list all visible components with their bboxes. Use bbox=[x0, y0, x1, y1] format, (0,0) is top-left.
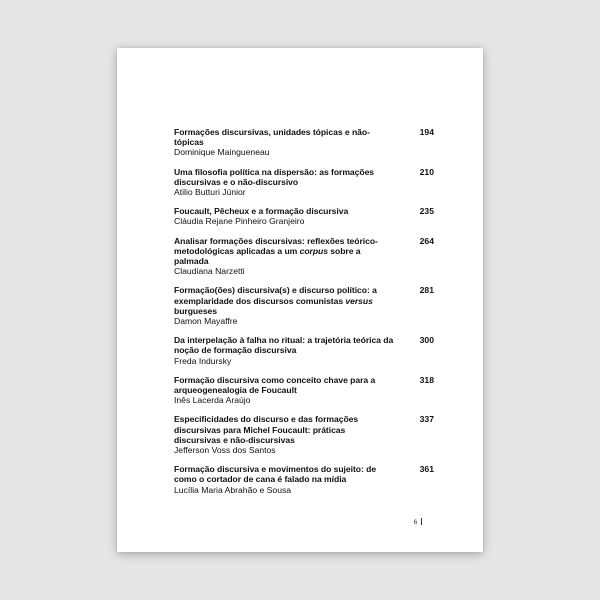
toc-entry-author: Claudiana Narzetti bbox=[174, 266, 245, 277]
toc-entry-author: Dominique Maingueneau bbox=[174, 147, 270, 158]
toc-entry bbox=[174, 206, 434, 226]
toc-entry-author: Lucília Maria Abrahão e Sousa bbox=[174, 484, 292, 495]
toc-entry-page: 194 bbox=[419, 127, 434, 137]
toc-entry-page: 361 bbox=[419, 464, 434, 475]
toc-entry-title bbox=[174, 236, 394, 267]
toc-entry bbox=[174, 375, 434, 406]
toc-entry-author: Jefferson Voss dos Santos bbox=[174, 445, 276, 456]
toc-entry-page: 318 bbox=[419, 374, 434, 385]
toc-entry bbox=[174, 236, 434, 277]
toc-entry bbox=[174, 127, 434, 158]
toc-entry-title-text: Analisar formações discursivas: reflexões teórico-metodológicas aplicadas a um bbox=[174, 235, 378, 256]
toc-entry bbox=[174, 414, 434, 455]
toc-entry-title: Uma filosofia política na dispersão: as formações discursivas e o não-discursivo bbox=[174, 166, 375, 187]
table-of-contents bbox=[174, 127, 434, 504]
page-number-value: 6 bbox=[413, 519, 418, 526]
toc-entry-page: 337 bbox=[419, 414, 434, 425]
toc-entry-title: Formações discursivas, unidades tópicas e não-tópicas bbox=[174, 127, 370, 148]
toc-entry-author: Inês Lacerda Araújo bbox=[174, 395, 251, 406]
toc-entry-author: Freda Indursky bbox=[174, 355, 232, 366]
toc-entry-page: 281 bbox=[419, 285, 434, 296]
toc-entry-title-italic: corpus bbox=[299, 245, 328, 256]
toc-entry-title: Formação discursiva e movimentos do sujeito: de como o cortador de cana é falado na mídia bbox=[174, 464, 377, 485]
page-number-rule bbox=[421, 518, 422, 525]
toc-entry-author: Atilio Butturi Júnior bbox=[174, 187, 246, 198]
toc-entry-page: 300 bbox=[419, 335, 434, 346]
toc-entry-page: 210 bbox=[419, 166, 434, 177]
toc-entry bbox=[174, 335, 434, 366]
toc-entry-title-text: sobre a palmada bbox=[174, 245, 361, 267]
toc-entry-title: Foucault, Pêcheux e a formação discursiva bbox=[174, 206, 349, 217]
toc-entry-title bbox=[174, 285, 394, 316]
toc-entry-title: Especificidades do discurso e das formações discursivas para Michel Foucault: práticas discursivas e não-discursivas bbox=[174, 414, 359, 445]
toc-entry-author: Cláudia Rejane Pinheiro Granjeiro bbox=[174, 216, 305, 227]
toc-entry bbox=[174, 285, 434, 326]
book-page bbox=[117, 48, 483, 552]
toc-entry-title: Da interpelação à falha no ritual: a trajetória teórica da noção de formação discursiva bbox=[174, 335, 394, 356]
toc-entry-title: Formação discursiva como conceito chave para a arqueogenealogia de Foucault bbox=[174, 374, 376, 396]
page-number bbox=[414, 518, 422, 526]
toc-entry-title-text: Formação(ões) discursiva(s) e discurso político: a exemplaridade dos discursos comunistas bbox=[174, 285, 377, 306]
toc-entry-title-text: burgueses bbox=[174, 305, 218, 316]
toc-entry bbox=[174, 167, 434, 198]
toc-entry bbox=[174, 464, 434, 495]
toc-entry-page: 264 bbox=[419, 235, 434, 246]
toc-entry-page: 235 bbox=[419, 206, 434, 217]
toc-entry-author: Damon Mayaffre bbox=[174, 316, 238, 327]
toc-entry-title-italic: versus bbox=[345, 295, 373, 306]
